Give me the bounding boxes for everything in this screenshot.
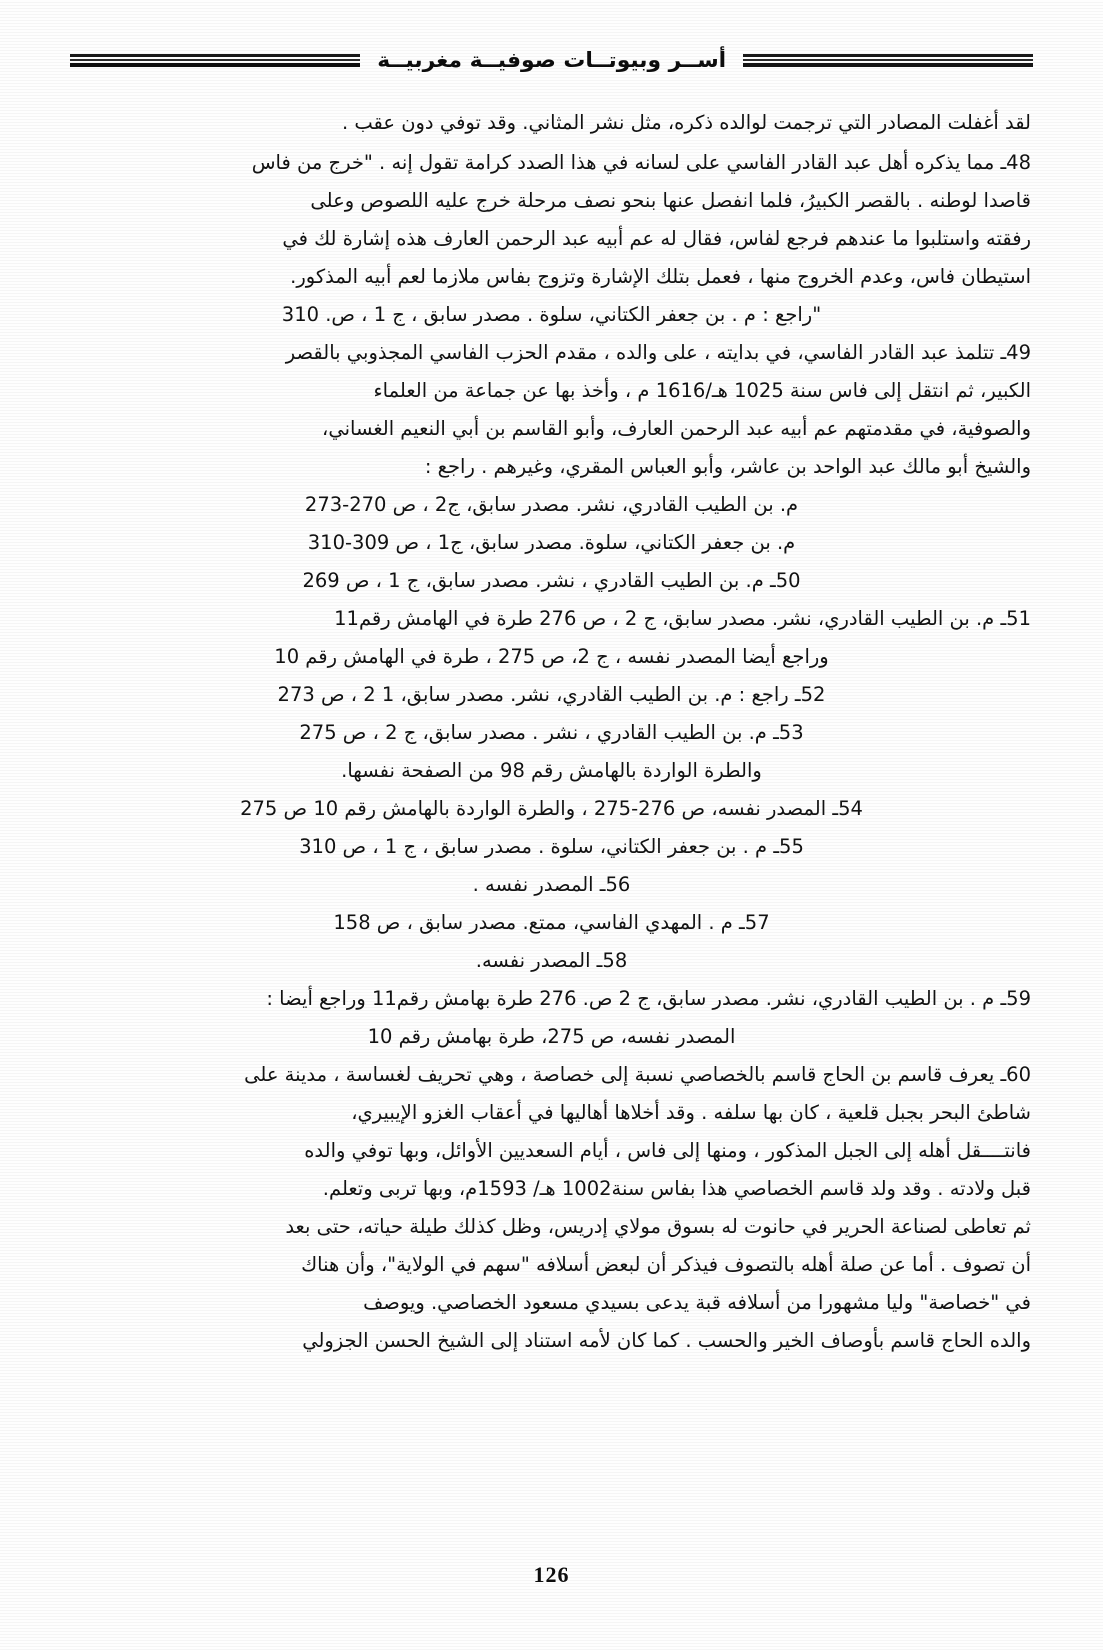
footnote-52 (72, 676, 1031, 714)
footnote-53-line-2: والطرة الواردة بالهامش رقم 98 من الصفحة نفسها. (341, 759, 762, 782)
lead-paragraph: لقد أغفلت المصادر التي ترجمت لوالده ذكره، مثل نشر المثاني. وقد توفي دون عقب . (341, 111, 1031, 134)
footnote-49-line-5: م. بن الطيب القادري، نشر. مصدر سابق، ج2 ، ص 270-273 (304, 493, 799, 516)
footnote-49-line-4: والشيخ أبو مالك عبد الواحد بن عاشر، وأبو العباس المقري، وغيرهم . راجع : (424, 455, 1031, 478)
footnote-58-line-1: 58ـ المصدر نفسه. (475, 949, 628, 972)
running-head (70, 38, 1033, 82)
footnote-53 (72, 714, 1031, 790)
footnote-48-line-3: رفقته واستلبوا ما عندهم فرجع لفاس، فقال له عم أبيه عبد الرحمن العارف هذه إشارة لك في (282, 227, 1031, 250)
footnote-51-line-1: 51ـ م. بن الطيب القادري، نشر. مصدر سابق، ج 2 ، ص 276 طرة في الهامش رقم11 (334, 607, 1031, 630)
footnote-51-line-2: وراجع أيضا المصدر نفسه ، ج 2، ص 275 ، طرة في الهامش رقم 10 (274, 645, 829, 668)
footnote-54-line-1: 54ـ المصدر نفسه، ص 276-275 ، والطرة الواردة بالهامش رقم 10 ص 275 (240, 797, 863, 820)
footnote-50 (72, 562, 1031, 600)
footnote-60-line-3: فانتــــقل أهله إلى الجبل المذكور ، ومنها إلى فاس ، أيام السعديين الأوائل، وبها توفي والده (304, 1139, 1031, 1162)
footnote-60-line-5: ثم تعاطى لصناعة الحرير في حانوت له بسوق مولاي إدريس، وظل كذلك طيلة حياته، حتى بعد (285, 1215, 1031, 1238)
footnote-60-line-6: أن تصوف . أما عن صلة أهله بالتصوف فيذكر أن لبعض أسلافه "سهم في الولاية"، وأن هناك (301, 1253, 1031, 1276)
footnote-56-line-1: 56ـ المصدر نفسه . (472, 873, 631, 896)
footnote-49-line-6: م. بن جعفر الكتاني، سلوة. مصدر سابق، ج1 ، ص 309-310 (307, 531, 796, 554)
page-number: 126 (533, 1562, 570, 1587)
footnote-53-line-1: 53ـ م. بن الطيب القادري ، نشر . مصدر سابق، ج 2 ، ص 275 (299, 721, 804, 744)
footnote-52-line-1: 52ـ راجع : م. بن الطيب القادري، نشر. مصدر سابق، 1 2 ، ص 273 (277, 683, 826, 706)
footnote-49-line-1: 49ـ تتلمذ عبد القادر الفاسي، في بدايته ، على والده ، مقدم الحزب الفاسي المجذوبي بالقصر (285, 341, 1031, 364)
footnote-57-line-1: 57ـ م . المهدي الفاسي، ممتع. مصدر سابق ، ص 158 (333, 911, 770, 934)
page-content (72, 104, 1031, 1360)
footnote-48-line-4: استيطان فاس، وعدم الخروج منها ، فعمل بتلك الإشارة وتزوج بفاس ملازما لعم أبيه المذكور. (290, 265, 1031, 288)
footnote-59-line-2: المصدر نفسه، ص 275، طرة بهامش رقم 10 (367, 1025, 736, 1048)
footnote-48-line-1: 48ـ مما يذكره أهل عبد القادر الفاسي على لسانه في هذا الصدد كرامة تقول إنه . "خرج من فاس (251, 151, 1031, 174)
footnote-57 (72, 904, 1031, 942)
footnote-55-line-1: 55ـ م . بن جعفر الكتاني، سلوة . مصدر سابق ، ج 1 ، ص 310 (299, 835, 804, 858)
footnote-list (72, 144, 1031, 1360)
footnote-51 (72, 600, 1031, 676)
footnote-48 (72, 144, 1031, 334)
footnote-60-line-1: 60ـ يعرف قاسم بن الحاج قاسم بالخصاصي نسبة إلى خصاصة ، وهي تحريف لغساسة ، مدينة على (244, 1063, 1031, 1086)
footnote-56 (72, 866, 1031, 904)
running-head-title: أســر وبيوتــات صوفيــة مغربيــة (377, 48, 726, 72)
footnote-49 (72, 334, 1031, 562)
footnote-55 (72, 828, 1031, 866)
footnote-60 (72, 1056, 1031, 1360)
footnote-58 (72, 942, 1031, 980)
footnote-49-line-3: والصوفية، في مقدمتهم عم أبيه عبد الرحمن العارف، وأبو القاسم بن أبي النعيم الغساني، (322, 417, 1031, 440)
footnote-54 (72, 790, 1031, 828)
footnote-60-line-2: شاطئ البحر بجبل قلعية ، كان بها سلفه . وقد أخلاها أهاليها في أعقاب الغزو الإيبيري، (351, 1101, 1031, 1124)
running-head-rule-left (743, 54, 1033, 67)
footnote-49-line-2: الكبير، ثم انتقل إلى فاس سنة 1025 هـ/1616 م ، وأخذ بها عن جماعة من العلماء (373, 379, 1031, 402)
footnote-60-line-4: قبل ولادته . وقد ولد قاسم الخصاصي هذا بفاس سنة1002 هـ/ 1593م، وبها تربى وتعلم. (322, 1177, 1031, 1200)
footnote-60-line-8: والده الحاج قاسم بأوصاف الخير والحسب . كما كان لأمه استناد إلى الشيخ الحسن الجزولي (302, 1329, 1031, 1352)
footnote-60-line-7: في "خصاصة" وليا مشهورا من أسلافه قبة يدعى بسيدي مسعود الخصاصي. ويوصف (363, 1291, 1031, 1314)
footnote-48-line-2: قاصدا لوطنه . بالقصر الكبيرُ، فلما انفصل عنها بنحو نصف مرحلة خرج عليه اللصوص وعلى (310, 189, 1031, 212)
footnote-50-line-1: 50ـ م. بن الطيب القادري ، نشر. مصدر سابق، ج 1 ، ص 269 (302, 569, 801, 592)
footnote-59-line-1: 59ـ م . بن الطيب القادري، نشر. مصدر سابق، ج 2 ص. 276 طرة بهامش رقم11 وراجع أيضا : (266, 987, 1031, 1010)
footnote-48-line-5: "راجع : م . بن جعفر الكتاني، سلوة . مصدر سابق ، ج 1 ، ص. 310 (281, 303, 822, 326)
running-head-rule-right (70, 54, 360, 67)
footnote-59 (72, 980, 1031, 1056)
